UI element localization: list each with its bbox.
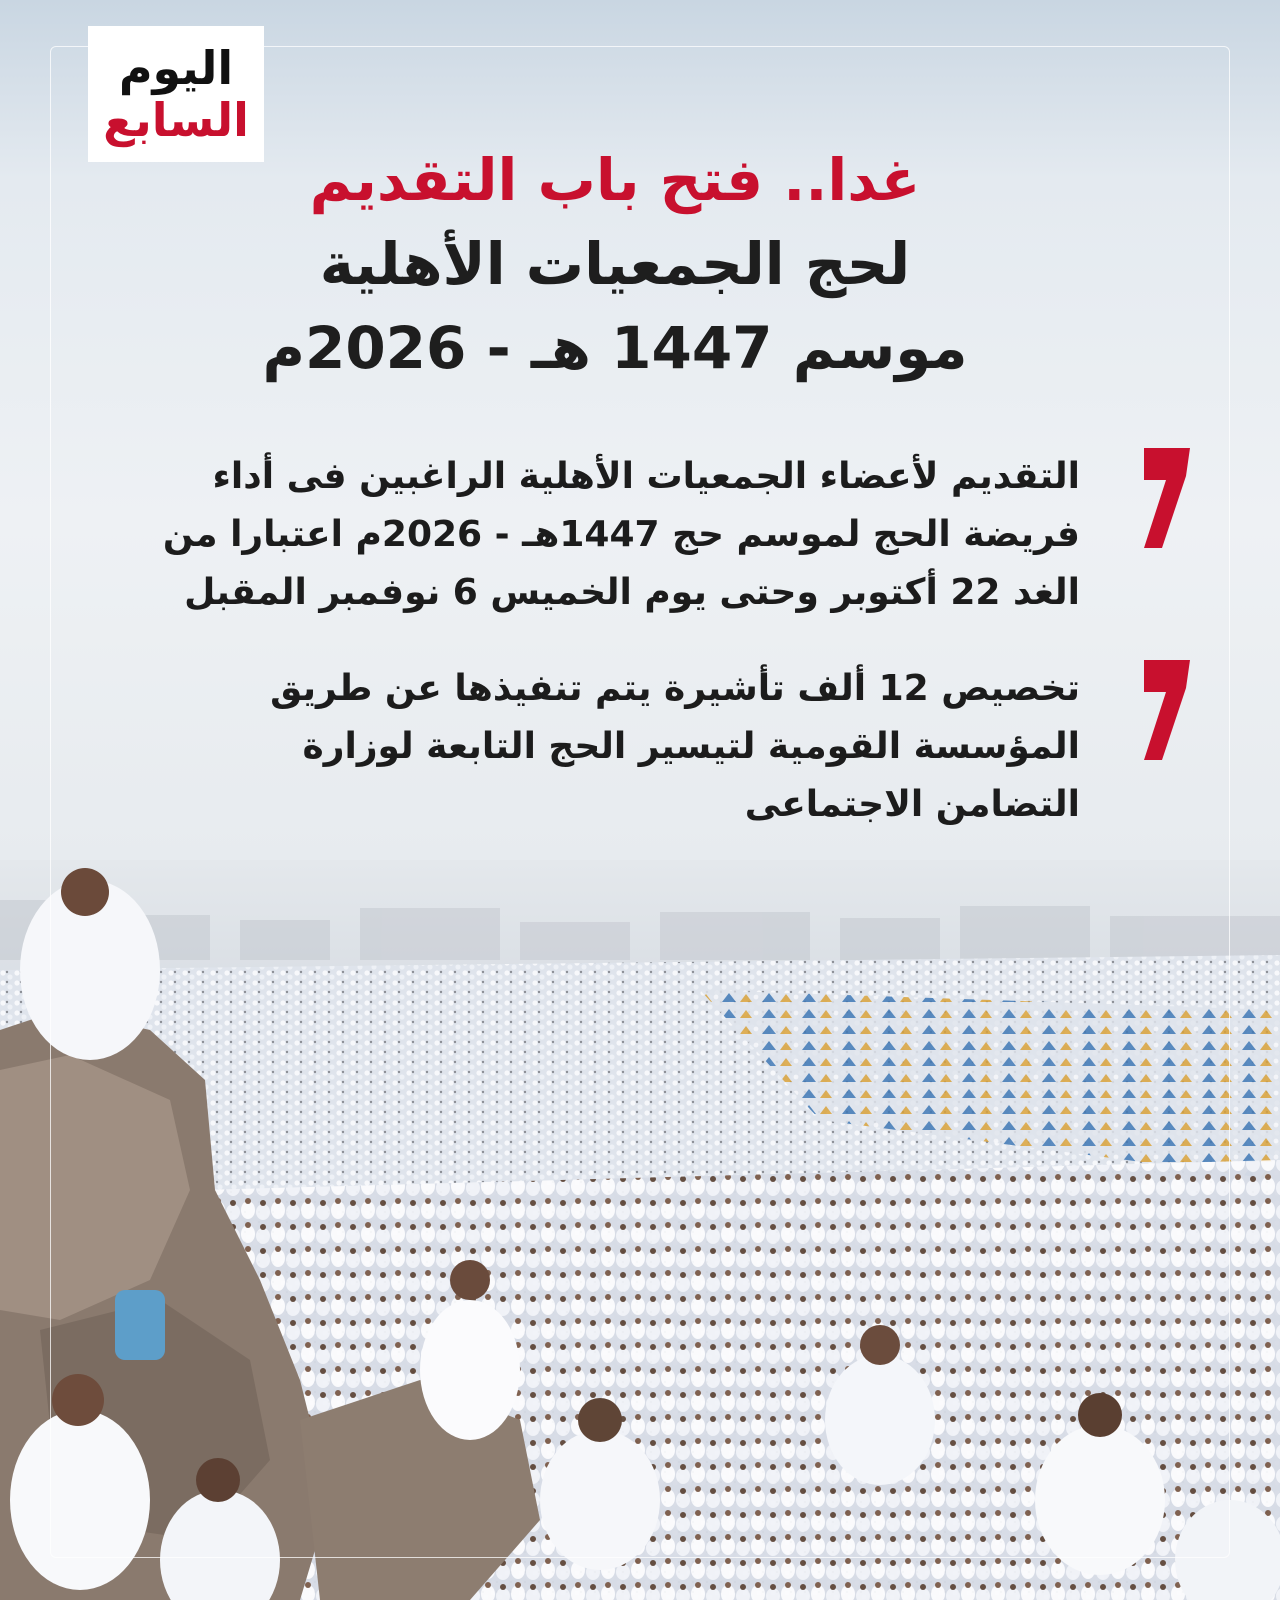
headline-line-2: لحج الجمعيات الأهلية — [319, 230, 911, 298]
bullet-text-line: المؤسسة القومية لتيسير الحج التابعة لوزارة — [302, 726, 1080, 767]
bullet-text-line: التضامن الاجتماعى — [744, 784, 1080, 825]
bullet-text — [80, 448, 1080, 622]
logo-text-bottom: السابع — [103, 93, 249, 147]
quote-mark-icon — [1140, 660, 1190, 760]
bullet-text — [80, 660, 1080, 834]
headline-line-3: موسم 1447 هـ - 2026م — [262, 314, 968, 382]
headline — [230, 138, 1000, 390]
pilgrims-crowd-photo — [0, 860, 1280, 1600]
bullet-text-line: تخصيص 12 ألف تأشيرة يتم تنفيذها عن طريق — [270, 668, 1080, 709]
headline-line-1: غدا.. فتح باب التقديم — [309, 146, 921, 214]
bullet-text-line: فريضة الحج لموسم حج 1447هـ - 2026م اعتبارا من — [162, 514, 1080, 555]
bullet-text-line: الغد 22 أكتوبر وحتى يوم الخميس 6 نوفمبر المقبل — [184, 572, 1080, 613]
bullet-text-line: التقديم لأعضاء الجمعيات الأهلية الراغبين فى أداء — [212, 456, 1080, 497]
quote-mark-icon — [1140, 448, 1190, 548]
logo-text-top: اليوم — [118, 41, 234, 95]
